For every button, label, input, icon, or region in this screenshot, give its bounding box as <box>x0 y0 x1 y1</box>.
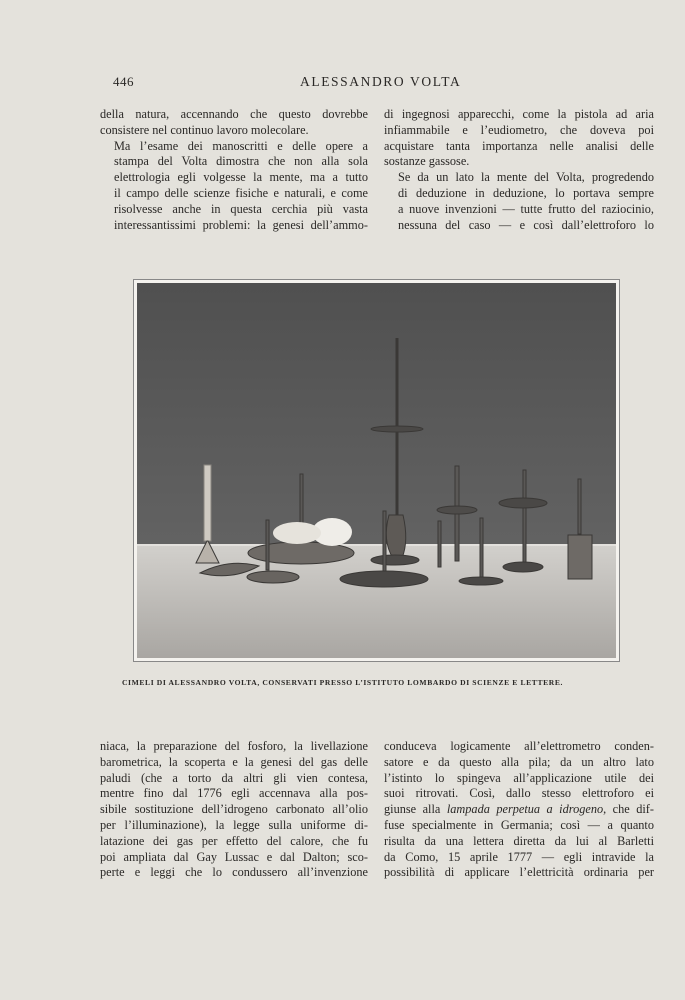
text-line: il campo delle scienze fisiche e naturali, e come <box>114 185 368 200</box>
text-line: sibile sostituzione dell’idrogeno carbonato all’olio <box>100 802 368 817</box>
text-line: mentre fino dal 1776 egli accennava alla pos- <box>100 786 368 801</box>
text-line: per l’illuminazione), la legge sulla uniforme di- <box>100 817 368 832</box>
text-line: consistere nel continuo lavoro molecolare. <box>100 122 309 137</box>
figure-caption: CIMELI DI ALESSANDRO VOLTA, CONSERVATI PRESSO L’ISTITUTO LOMBARDO DI SCIENZE E LETTERE. <box>121 678 564 687</box>
text-column-bottom-right <box>384 739 654 881</box>
text-line: Se da un lato la mente del Volta, progredendo <box>398 170 654 185</box>
instruments-photo <box>137 283 616 658</box>
text-line: l’istinto lo spingeva all’applicazione utile dei <box>384 770 654 785</box>
paragraph <box>384 170 654 233</box>
figure-photograph <box>133 279 620 662</box>
text-line: nessuna del caso — e così dall’elettroforo lo <box>398 217 654 232</box>
text-line: risulta da una lettera diretta da lui al Barletti <box>384 833 654 848</box>
text-line: conduceva logicamente all’elettrometro conden- <box>384 739 654 753</box>
text-line: infiammabile e l’eudiometro, che doveva poi <box>384 122 654 137</box>
text-line: fuse specialmente in Germania; così — a quanto <box>384 817 654 832</box>
text-line <box>384 802 654 818</box>
text-column-bottom-left <box>100 739 368 881</box>
text-line: acquistare tanta importanza nelle analisi delle <box>384 138 654 153</box>
text-line: latazione dei gas per effetto del calore, che fu <box>100 833 368 848</box>
page-number: 446 <box>113 74 134 89</box>
text-line: perte e leggi che lo condussero all’invenzione <box>100 865 368 880</box>
text-segment: giunse alla <box>384 802 447 817</box>
text-line: poi ampliata dal Gay Lussac e dal Dalton; sco- <box>100 849 368 864</box>
text-line: Ma l’esame dei manoscritti e delle opere a <box>114 138 368 153</box>
text-line: della natura, accennando che questo dovrebbe <box>100 107 368 121</box>
text-line: da Como, 15 aprile 1777 — egli intravide la <box>384 849 654 864</box>
text-line: elettrologia egli volgesse la mente, ma a tutto <box>114 170 368 185</box>
text-line: a nuove invenzioni — tutte frutto del raziocinio, <box>398 201 654 216</box>
text-line: risolvesse anche in questa cerchia più vasta <box>114 201 368 216</box>
text-line: satore e da questo alla pila; da un altro lato <box>384 754 654 769</box>
paragraph <box>100 139 368 234</box>
italic-phrase: lampada perpetua a idrogeno <box>446 802 604 817</box>
page-header <box>0 74 685 94</box>
running-title: ALESSANDRO VOLTA <box>300 74 462 89</box>
text-line: sostanze gassose. <box>384 154 470 169</box>
text-line: di deduzione in deduzione, lo portava sempre <box>398 185 654 200</box>
text-line: di ingegnosi apparecchi, come la pistola ad aria <box>384 107 654 121</box>
paragraph <box>100 107 368 139</box>
text-line: niaca, la preparazione del fosforo, la livellazione <box>100 739 368 753</box>
text-line: paludi (che a torto da altri gli vien contesa, <box>100 770 368 785</box>
text-column-top-right <box>384 107 654 233</box>
text-column-top-left <box>100 107 368 233</box>
text-line: suoi ritrovati. Così, dallo stesso elettroforo ei <box>384 786 654 801</box>
text-line: barometrica, la scoperta e la genesi del gas delle <box>100 754 368 769</box>
paragraph <box>384 107 654 170</box>
text-line: stampa del Volta dimostra che non alla sola <box>114 154 368 169</box>
text-line: possibilità di applicare l’elettricità ordinaria per <box>384 865 654 880</box>
text-line: interessantissimi problemi: la genesi dell’ammo- <box>114 217 368 232</box>
text-segment: , che dif- <box>603 802 654 817</box>
